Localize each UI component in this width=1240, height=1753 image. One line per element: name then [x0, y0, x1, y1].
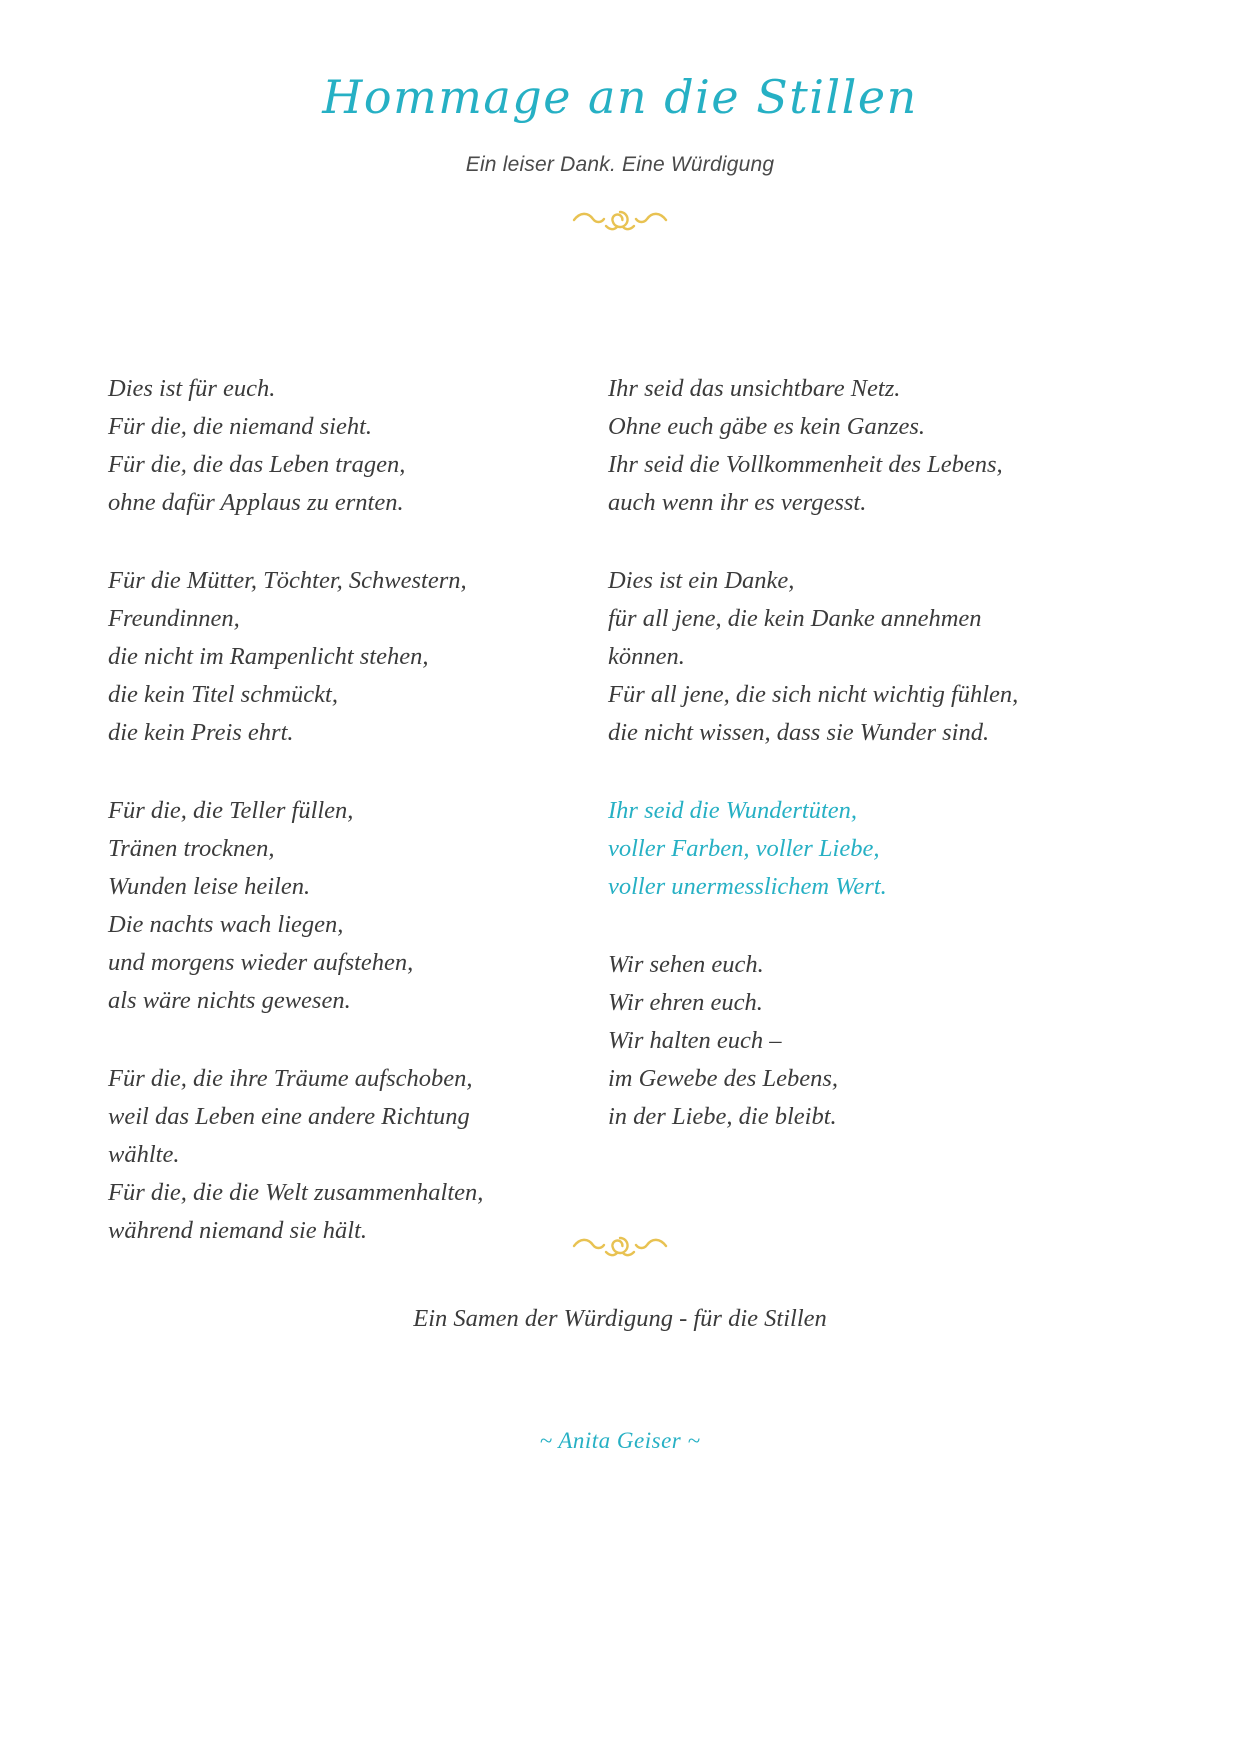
poem-line: Wunden leise heilen. [108, 873, 311, 900]
poem-line: auch wenn ihr es vergesst. [608, 489, 867, 516]
closing-line: Ein Samen der Würdigung - für die Stillen [413, 1305, 827, 1332]
poem-line: können. [608, 643, 685, 670]
poem-line: Die nachts wach liegen, [108, 911, 344, 938]
poem-line: weil das Leben eine andere Richtung [108, 1103, 470, 1130]
author-credit: ~ Anita Geiser ~ [539, 1428, 701, 1453]
poem-body [0, 370, 1240, 1290]
stanza [608, 946, 1068, 1136]
poem-line: die kein Preis ehrt. [108, 719, 294, 746]
poem-line: während niemand sie hält. [108, 1217, 368, 1244]
poem-line: als wäre nichts gewesen. [108, 987, 351, 1014]
page-subtitle: Ein leiser Dank. Eine Würdigung [465, 153, 775, 177]
poem-line: Ihr seid die Vollkommenheit des Lebens, [608, 451, 1003, 478]
poem-line: im Gewebe des Lebens, [608, 1065, 838, 1092]
stanza [108, 370, 578, 522]
poem-line: Tränen trocknen, [108, 835, 275, 862]
poem-line: ohne dafür Applaus zu ernten. [108, 489, 404, 516]
poem-line: Für all jene, die sich nicht wichtig fühlen, [608, 681, 1019, 708]
poem-column-right [608, 370, 1068, 1290]
poem-line: die nicht wissen, dass sie Wunder sind. [608, 719, 990, 746]
poem-line: voller Farben, voller Liebe, [608, 835, 880, 862]
poem-line: wählte. [108, 1141, 180, 1168]
stanza [108, 562, 578, 752]
poem-line: Dies ist ein Danke, [608, 567, 795, 594]
poem-line: Für die, die niemand sieht. [108, 413, 373, 440]
poem-line: für all jene, die kein Danke annehmen [608, 605, 982, 632]
poem-line: Ihr seid das unsichtbare Netz. [608, 375, 901, 402]
stanza-highlighted [608, 792, 1068, 906]
stanza [608, 562, 1068, 752]
poem-line: Ohne euch gäbe es kein Ganzes. [608, 413, 926, 440]
stanza [608, 370, 1068, 522]
document-header [0, 0, 1240, 239]
poem-line: in der Liebe, die bleibt. [608, 1103, 837, 1130]
page-title: Hommage an die Stillen [322, 70, 918, 124]
stanza [108, 1060, 578, 1250]
poem-line: Für die, die Teller füllen, [108, 797, 354, 824]
poem-line: Ihr seid die Wundertüten, [608, 797, 858, 824]
poem-line: und morgens wieder aufstehen, [108, 949, 414, 976]
poem-line: Für die, die ihre Träume aufschoben, [108, 1065, 473, 1092]
poem-line: Für die Mütter, Töchter, Schwestern, [108, 567, 467, 594]
poem-line: Wir ehren euch. [608, 989, 763, 1016]
spiral-flourish-icon [0, 1225, 1240, 1265]
poem-line: die kein Titel schmückt, [108, 681, 338, 708]
poem-column-left [108, 370, 578, 1290]
document-footer [0, 1225, 1240, 1454]
poem-line: Für die, die das Leben tragen, [108, 451, 406, 478]
stanza [108, 792, 578, 1020]
poem-line: Wir halten euch – [608, 1027, 782, 1054]
spiral-flourish-icon [0, 199, 1240, 239]
poem-line: Freundinnen, [108, 605, 240, 632]
poem-line: Für die, die die Welt zusammenhalten, [108, 1179, 484, 1206]
poem-line: Dies ist für euch. [108, 375, 276, 402]
poem-line: voller unermesslichem Wert. [608, 873, 887, 900]
poem-line: Wir sehen euch. [608, 951, 764, 978]
poem-line: die nicht im Rampenlicht stehen, [108, 643, 429, 670]
